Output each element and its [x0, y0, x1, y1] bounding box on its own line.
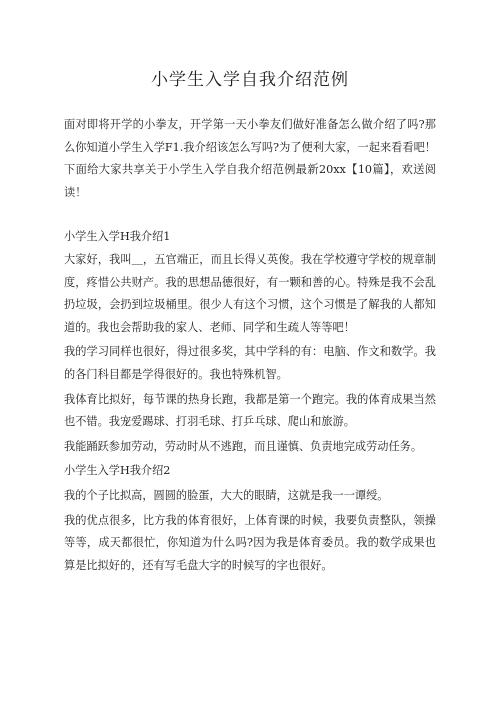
section-1-heading: 小学生入学H我介绍1 [64, 230, 171, 244]
intro-paragraph: 面对即将开学的小拳友，开学第一天小拳友们做好准备怎么做介绍了吗?那么你知道小学生入学F1.我介绍该怎么写吗?为了便利大家，一起来看看吧！下面给大家共享关于小学生入学自我介绍范例最新20xx【10篇】，欢送阅读！ [64, 118, 436, 199]
section-2-paragraph: 我的个子比拟高，圆圆的脸蛋，大大的眼睛，这就是我一一谭绶。 [64, 488, 389, 502]
document-title: 小学生入学自我介绍范例 [151, 70, 349, 90]
section-2-heading: 小学生入学H我介绍2 [64, 464, 171, 478]
section-2-paragraph: 我的优点很多，比方我的体育很好，上体育课的时候，我要负责整队，领操等等，成天都很忙，你知道为什么吗?因为我是体育委员。我的数学成果也算是比拟好的，还有写毛盘大字的时候写的字也很好。 [64, 513, 436, 572]
section-spacer [64, 204, 436, 226]
section-1-paragraph: 大家好，我叫＿，五官端正，而且长得乂英俊。我在学校遵守学校的规章制度，疼惜公共财产。我的思想品德很好，有一颗和善的心。特殊是我不会乱扔垃圾，会扔到垃圾桶里。很少人有这个习惯，这个习惯是了解我的人都知道的。我也会帮助我的家人、老师、同学和生疏人等等吧！ [64, 252, 436, 334]
section-1-paragraph: 我体育比拟好，每节课的热身长跑，我都是第一个跑完。我的体育成果当然也不错。我宠爱踢球、打羽毛球、打乒乓球、爬山和旅游。 [64, 392, 436, 429]
section-1-paragraph: 我的学习同样也很好，得过很多奖，其中学科的有：电脑、作文和数学。我的各门科目都是学得很好的。我也特殊机智。 [64, 345, 436, 381]
section-1-paragraph: 我能踊跃参加劳动，劳动时从不逃跑，而且谨慎、负责地完成劳动任务。 [64, 439, 423, 453]
